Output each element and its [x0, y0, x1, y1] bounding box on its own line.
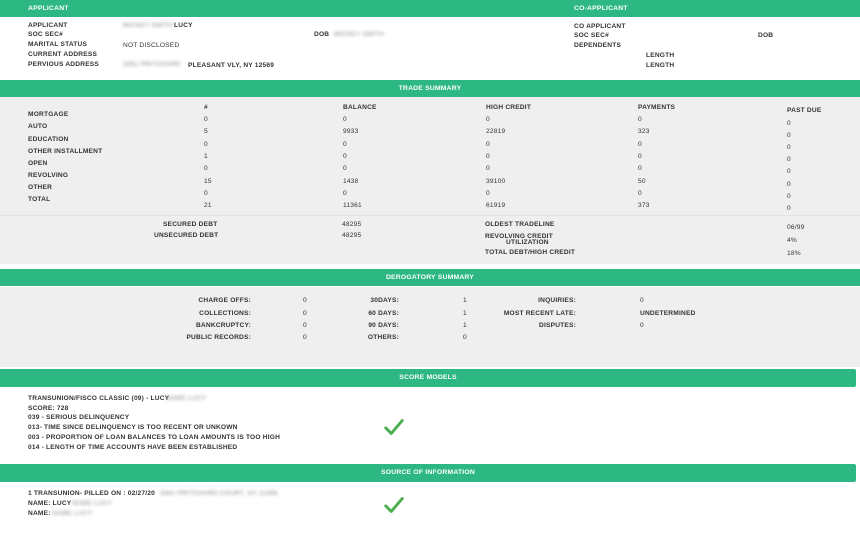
most-recent-late-value: UNDETERMINED — [640, 310, 696, 317]
label-dependents: DEPENDENTS — [574, 42, 622, 49]
score-models-header — [0, 369, 856, 387]
days30-label: 30DAYS: — [370, 297, 399, 304]
revolving-value: 4% — [787, 237, 797, 244]
col-header-balance: BALANCE — [343, 104, 377, 111]
cell-high-credit: 0 — [486, 190, 490, 197]
cell-payments: 0 — [638, 190, 642, 197]
source-line-2: NAME: LUCY — [28, 500, 72, 507]
days90-value: 1 — [463, 322, 467, 329]
unsecured-debt-label: UNSECURED DEBT — [154, 232, 219, 239]
row-label: EDUCATION — [28, 136, 69, 143]
cell-count: 0 — [204, 165, 208, 172]
label-applicant: APPLICANT — [28, 22, 68, 29]
applicant-header: APPLICANT — [28, 5, 69, 12]
collections-value: 0 — [303, 310, 307, 317]
cell-count: 1 — [204, 153, 208, 160]
secured-debt-value: 48295 — [342, 221, 362, 228]
cell-count: 0 — [204, 141, 208, 148]
cell-payments: 323 — [638, 128, 650, 135]
cell-past-due: 0 — [787, 156, 791, 163]
disputes-value: 0 — [640, 322, 644, 329]
reason-3: 003 - PROPORTION OF LOAN BALANCES TO LOAN AMOUNTS IS TOO HIGH — [28, 434, 281, 441]
derogatory-summary-header — [0, 269, 860, 286]
oldest-tradeline-label: OLDEST TRADELINE — [485, 221, 555, 228]
label-length-1: LENGTH — [646, 52, 675, 59]
others-label: OTHERS: — [367, 334, 399, 341]
cell-high-credit: 0 — [486, 153, 490, 160]
collections-label: COLLECTIONS: — [199, 310, 251, 317]
applicant-name: LUCY — [174, 22, 193, 29]
cell-balance: 0 — [343, 165, 347, 172]
applicant-name-redacted: MICKEY SMITH — [123, 22, 173, 29]
trade-summary-header — [0, 80, 860, 97]
cell-count: 0 — [204, 116, 208, 123]
bankruptcy-label: BANKCRUPTCY: — [195, 322, 251, 329]
cell-balance: 11361 — [343, 202, 362, 209]
cell-high-credit: 39100 — [486, 178, 506, 185]
cell-past-due: 0 — [787, 181, 791, 188]
co-applicant-header: CO-APPLICANT — [574, 5, 628, 12]
derogatory-panel — [0, 287, 860, 367]
trade-summary-divider — [0, 215, 860, 216]
dob-redacted: MICKEY SMITH — [334, 31, 384, 38]
row-label: REVOLVING — [28, 172, 69, 179]
inquiries-label: INQUIRIES: — [538, 297, 576, 304]
cell-payments: 373 — [638, 202, 650, 209]
label-previous-address: PERVIOUS ADDRESS — [28, 61, 99, 68]
row-label: MORTGAGE — [28, 111, 69, 118]
score-models-title: SCORE MODELS — [399, 374, 457, 381]
cell-count: 5 — [204, 128, 208, 135]
label-length-2: LENGTH — [646, 62, 675, 69]
days90-label: 90 DAYS: — [368, 322, 399, 329]
cell-balance: 0 — [343, 141, 347, 148]
cell-payments: 0 — [638, 141, 642, 148]
revolving-credit-label: REVOLVING CREDIT — [485, 233, 553, 240]
reason-1: 039 - SERIOUS DELINQUENCY — [28, 414, 130, 421]
cell-payments: 0 — [638, 153, 642, 160]
col-header-high-credit: HIGH CREDIT — [486, 104, 532, 111]
source-line-1-redacted: 3361 PRITCHARD COURT, NY 11456 — [160, 490, 278, 497]
source-line-1: 1 TRANSUNION- PILLED ON : 02/27/20 — [28, 490, 155, 497]
utilization-label: UTILIZATION — [506, 239, 549, 246]
disputes-label: DISPUTES: — [539, 322, 576, 329]
cell-count: 15 — [204, 178, 212, 185]
label-co-soc-sec: SOC SEC# — [574, 32, 609, 39]
reason-4: 014 - LENGTH OF TIME ACCOUNTS HAVE BEEN ESTABLISHED — [28, 444, 238, 451]
cell-balance: 0 — [343, 190, 347, 197]
cell-balance: 0 — [343, 153, 347, 160]
label-co-applicant: CO APPLICANT — [574, 23, 626, 30]
prev-address-value: PLEASANT VLY, NY 12569 — [188, 62, 275, 69]
score-value: SCORE: 728 — [28, 405, 69, 412]
charge-offs-label: CHARGE OFFS: — [198, 297, 251, 304]
bankruptcy-value: 0 — [303, 322, 307, 329]
label-current-address: CURRENT ADDRESS — [28, 51, 98, 58]
days30-value: 1 — [463, 297, 467, 304]
cell-balance: 0 — [343, 116, 347, 123]
cell-balance: 9933 — [343, 128, 359, 135]
days60-label: 60 DAYS: — [368, 310, 399, 317]
label-marital-status: MARITAL STATUS — [28, 41, 88, 48]
row-label: TOTAL — [28, 196, 51, 203]
score-model-redacted: NAME LUCY — [166, 395, 207, 402]
check-icon — [383, 416, 405, 438]
check-icon — [383, 494, 405, 516]
col-header-count: # — [204, 104, 208, 111]
label-co-dob: DOB — [758, 32, 774, 39]
cell-past-due: 0 — [787, 120, 791, 127]
cell-high-credit: 0 — [486, 116, 490, 123]
col-header-past-due: PAST DUE — [787, 107, 822, 114]
public-records-value: 0 — [303, 334, 307, 341]
most-recent-late-label: MOST RECENT LATE: — [503, 310, 576, 317]
source-line-3: NAME: — [28, 510, 51, 517]
total-debt-value: 18% — [787, 250, 801, 257]
oldest-tradeline-value: 06/99 — [787, 224, 805, 231]
row-label: AUTO — [28, 123, 48, 130]
cell-past-due: 0 — [787, 144, 791, 151]
applicant-header-bar — [0, 0, 860, 17]
cell-high-credit: 22819 — [486, 128, 506, 135]
source-line-2-redacted: NAME LUCY — [72, 500, 113, 507]
score-model-line: TRANSUNION/FISCO CLASSIC (09) - LUCY — [28, 395, 170, 402]
source-of-information-header — [0, 464, 856, 482]
inquiries-value: 0 — [640, 297, 644, 304]
col-header-payments: PAYMENTS — [638, 104, 676, 111]
cell-payments: 50 — [638, 178, 646, 185]
cell-past-due: 0 — [787, 205, 791, 212]
reason-2: 013- TIME SINCE DELINQUENCY IS TOO RECENT OR UNKOWN — [28, 424, 238, 431]
days60-value: 1 — [463, 310, 467, 317]
cell-past-due: 0 — [787, 132, 791, 139]
public-records-label: PUBLIC RECORDS: — [186, 334, 251, 341]
prev-address-redacted: 3361 PRITCHARD — [123, 61, 181, 68]
cell-past-due: 0 — [787, 193, 791, 200]
derogatory-summary-title: DEROGATORY SUMMARY — [385, 274, 475, 281]
unsecured-debt-value: 48295 — [342, 232, 362, 239]
cell-high-credit: 0 — [486, 165, 490, 172]
cell-high-credit: 0 — [486, 141, 490, 148]
total-debt-label: TOTAL DEBT/HIGH CREDIT — [485, 249, 576, 256]
source-line-3-redacted: NAME LUCY — [52, 510, 93, 517]
cell-count: 0 — [204, 190, 208, 197]
source-of-information-title: SOURCE OF INFORMATION — [381, 469, 475, 476]
row-label: OPEN — [28, 160, 48, 167]
cell-balance: 1438 — [343, 178, 359, 185]
cell-count: 21 — [204, 202, 212, 209]
row-label: OTHER — [28, 184, 53, 191]
label-dob: DOB — [314, 31, 330, 38]
cell-past-due: 0 — [787, 168, 791, 175]
others-value: 0 — [463, 334, 467, 341]
charge-offs-value: 0 — [303, 297, 307, 304]
trade-summary-title: TRADE SUMMARY — [398, 85, 462, 92]
label-soc-sec: SOC SEC# — [28, 31, 63, 38]
cell-payments: 0 — [638, 116, 642, 123]
marital-status-value: NOT DISCLOSED — [123, 42, 180, 49]
secured-debt-label: SECURED DEBT — [163, 221, 218, 228]
cell-payments: 0 — [638, 165, 642, 172]
row-label: OTHER INSTALLMENT — [28, 148, 103, 155]
trade-summary-panel — [0, 97, 860, 264]
cell-high-credit: 61919 — [486, 202, 506, 209]
